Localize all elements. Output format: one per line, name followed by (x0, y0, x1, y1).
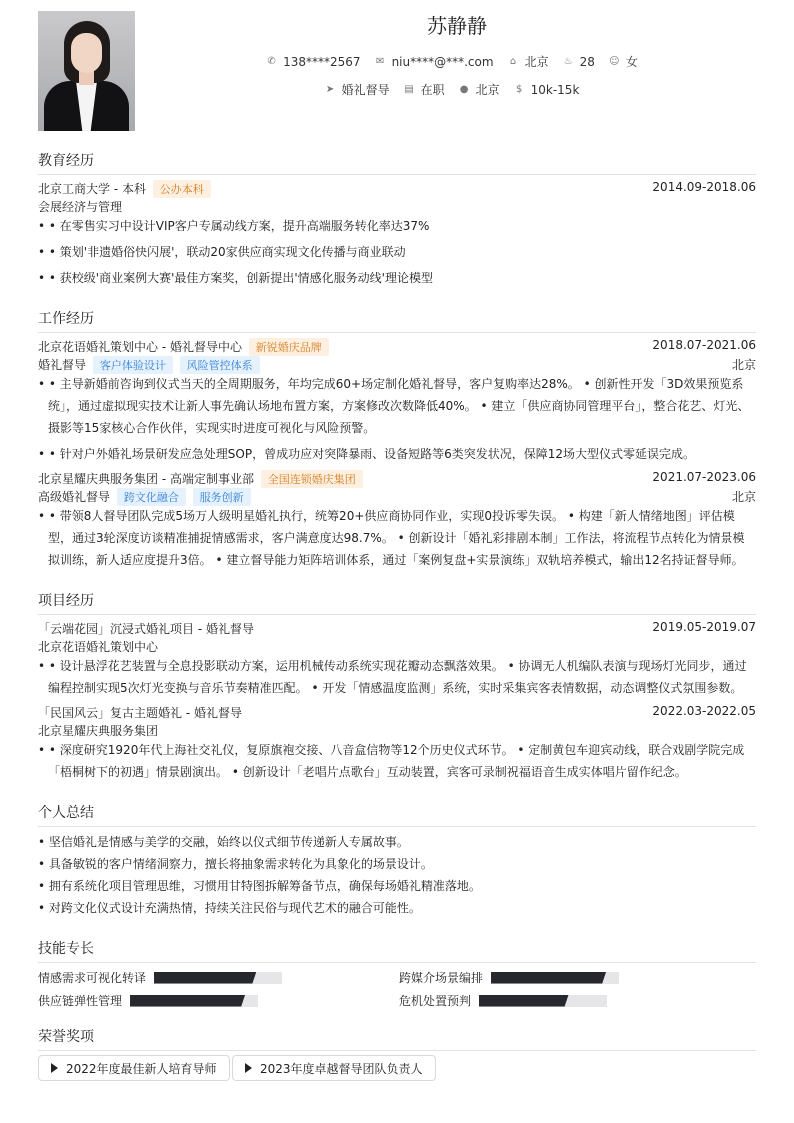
work-bullets (38, 505, 756, 571)
school-name: 北京工商大学 - 本科 (38, 182, 146, 196)
list-item: • • 针对户外婚礼场景研发应急处理SOP，曾成功应对突降暴雨、设备短路等6类突发状况，保障12场大型仪式零延误完成。 (38, 447, 695, 461)
project-bullets (38, 655, 756, 699)
work-bullets (38, 373, 756, 465)
education-bullets (38, 215, 756, 293)
gender-item: ☺ 女 (609, 55, 638, 69)
skill-name: 情感需求可视化转译 (38, 971, 147, 985)
skill-bar (154, 972, 282, 984)
major: 会展经济与管理 (38, 200, 123, 214)
skill-bar-fill (154, 972, 256, 984)
list-item: • • 深度研究1920年代上海社交礼仪，复原旗袍交接、八音盒信物等12个历史仪式环节。 • 定制黄包车迎宾动线，联合戏剧学院完成「梧桐树下的初遇」情景剧演出。 • 创新设计「老唱片点歌台」互动装置，宾客可录制祝福语音生成实体唱片留作纪念。 (38, 743, 745, 779)
send-icon: ➤ (325, 84, 335, 95)
play-icon (245, 1063, 252, 1073)
school-tag: 公办本科 (153, 180, 211, 198)
skill-tag: 客户体验设计 (93, 356, 173, 374)
section-title-work: 工作经历 (38, 308, 756, 333)
project-date: 2019.05-2019.07 (652, 620, 756, 634)
project-org: 北京花语婚礼策划中心 (38, 640, 159, 654)
education-header (38, 180, 756, 198)
project-header (38, 704, 756, 721)
award-badge (38, 1055, 230, 1081)
skill-bar-fill (491, 972, 606, 984)
section-title-skills: 技能专长 (38, 938, 756, 963)
skill-bar-fill (479, 995, 569, 1007)
work-role-row (38, 356, 756, 374)
project-title: 「云端花园」沉浸式婚礼项目 - 婚礼督导 (38, 622, 254, 636)
list-item: • 拥有系统化项目管理思维，习惯用甘特图拆解筹备节点，确保每场婚礼精准落地。 (38, 879, 481, 893)
project-date: 2022.03-2022.05 (652, 704, 756, 718)
work-date: 2018.07-2021.06 (652, 338, 756, 352)
award-label: 2023年度卓越督导团队负责人 (260, 1061, 423, 1076)
list-item: • • 在零售实习中设计VIP客户专属动线方案，提升高端服务转化率达37% (38, 219, 430, 233)
project-bullets (38, 739, 756, 783)
summary-list (38, 831, 756, 919)
cake-icon: ♨ (563, 56, 573, 67)
status-item: ▤ 在职 (404, 83, 445, 97)
education-date: 2014.09-2018.06 (652, 180, 756, 194)
section-title-summary: 个人总结 (38, 802, 756, 827)
skill-item (38, 992, 258, 1009)
phone-icon: ✆ (267, 56, 276, 67)
project-header (38, 620, 756, 637)
list-item: • • 策划'非遗婚俗快闪展'，联动20家供应商实现文化传播与商业联动 (38, 245, 406, 259)
company-tag: 新锐婚庆品牌 (249, 338, 329, 356)
skill-bar (479, 995, 607, 1007)
section-title-projects: 项目经历 (38, 590, 756, 615)
age-item: ♨ 28 (563, 54, 595, 69)
work-header (38, 470, 756, 488)
contact-row (148, 53, 756, 70)
list-item: • 坚信婚礼是情感与美学的交融，始终以仪式细节传递新人专属故事。 (38, 835, 409, 849)
role: 高级婚礼督导 (38, 490, 111, 504)
skill-tag: 风险管控体系 (180, 356, 260, 374)
position-item: ➤ 婚礼督导 (325, 83, 390, 97)
skill-item (399, 992, 607, 1009)
work-date: 2021.07-2023.06 (652, 470, 756, 484)
skill-item (399, 969, 619, 986)
email-item: ✉ niu****@***.com (375, 54, 494, 69)
city-item: ⌂ 北京 (508, 53, 549, 70)
award-badge (232, 1055, 436, 1081)
skill-name: 危机处置预判 (399, 994, 472, 1008)
skill-bar-fill (130, 995, 245, 1007)
salary-item: $ 10k-15k (514, 81, 580, 98)
location-icon: ● (459, 84, 469, 95)
list-item: • • 获校级'商业案例大赛'最佳方案奖，创新提出'情感化服务动线'理论模型 (38, 271, 433, 285)
skill-name: 跨媒介场景编排 (399, 971, 484, 985)
skill-item (38, 969, 282, 986)
target-city-item: ● 北京 (459, 83, 500, 97)
skill-tag: 跨文化融合 (117, 488, 186, 506)
list-item: • • 带领8人督导团队完成5场万人级明星婚礼执行，统筹20+供应商协同作业，实现0投诉零失误。 • 构建「新人情绪地图」评估模型，通过3轮深度访谈精准捕捉情感需求，客户满意度达98.7%。 • 创新设计「婚礼彩排剧本制」工作法，将流程节点转化为情景模拟训练，新人适应度提升3倍。 • 建立督导能力矩阵培训体系，通过「案例复盘+实景演练」双轨培养模式，输出12名持证督导师。 (38, 509, 745, 567)
work-role-row (38, 488, 756, 506)
section-title-awards: 荣誉奖项 (38, 1026, 756, 1051)
company-name: 北京花语婚礼策划中心 - 婚礼督导中心 (38, 340, 242, 354)
work-header (38, 338, 756, 356)
face-icon: ☺ (609, 56, 620, 67)
award-label: 2022年度最佳新人培育导师 (66, 1061, 217, 1076)
company-name: 北京星耀庆典服务集团 - 高端定制事业部 (38, 472, 254, 486)
money-icon: $ (515, 84, 523, 95)
section-title-education: 教育经历 (38, 150, 756, 175)
home-icon: ⌂ (509, 56, 517, 67)
candidate-name: 苏静静 (427, 14, 487, 38)
skill-tag: 服务创新 (193, 488, 251, 506)
phone-item: ✆ 138****2567 (267, 54, 361, 69)
role: 婚礼督导 (38, 358, 87, 372)
project-title: 「民国风云」复古主题婚礼 - 婚礼督导 (38, 706, 242, 720)
company-tag: 全国连锁婚庆集团 (261, 470, 363, 488)
skill-bar (491, 972, 619, 984)
list-item: • • 主导新婚前咨询到仪式当天的全周期服务，年均完成60+场定制化婚礼督导，客户复购率达28%。 • 创新性开发「3D效果预览系统」，通过虚拟现实技术让新人事先确认场地布置方案，方案修改次数降低40%。 • 建立「供应商协同管理平台」，整合花艺、灯光、摄影等15家核心合作伙伴，实现实时进度可视化与风险预警。 (38, 377, 750, 435)
list-item: • 具备敏锐的客户情绪洞察力，擅长将抽象需求转化为具象化的场景设计。 (38, 857, 433, 871)
list-item: • • 设计悬浮花艺装置与全息投影联动方案，运用机械传动系统实现花瓣动态飘落效果。 • 协调无人机编队表演与现场灯光同步，通过编程控制实现5次灯光变换与音乐节奏精准匹配。 • 开发「情感温度监测」系统，实时采集宾客表情数据，动态调整仪式氛围参数。 (38, 659, 747, 695)
work-city: 北京 (731, 358, 756, 372)
skill-bar (130, 995, 258, 1007)
play-icon (51, 1063, 58, 1073)
skill-name: 供应链弹性管理 (38, 994, 123, 1008)
job-intent-row (148, 81, 756, 98)
email-icon: ✉ (375, 56, 385, 67)
project-org: 北京星耀庆典服务集团 (38, 724, 159, 738)
list-item: • 对跨文化仪式设计充满热情，持续关注民俗与现代艺术的融合可能性。 (38, 901, 421, 915)
work-city: 北京 (731, 490, 756, 504)
briefcase-icon: ▤ (404, 84, 414, 95)
